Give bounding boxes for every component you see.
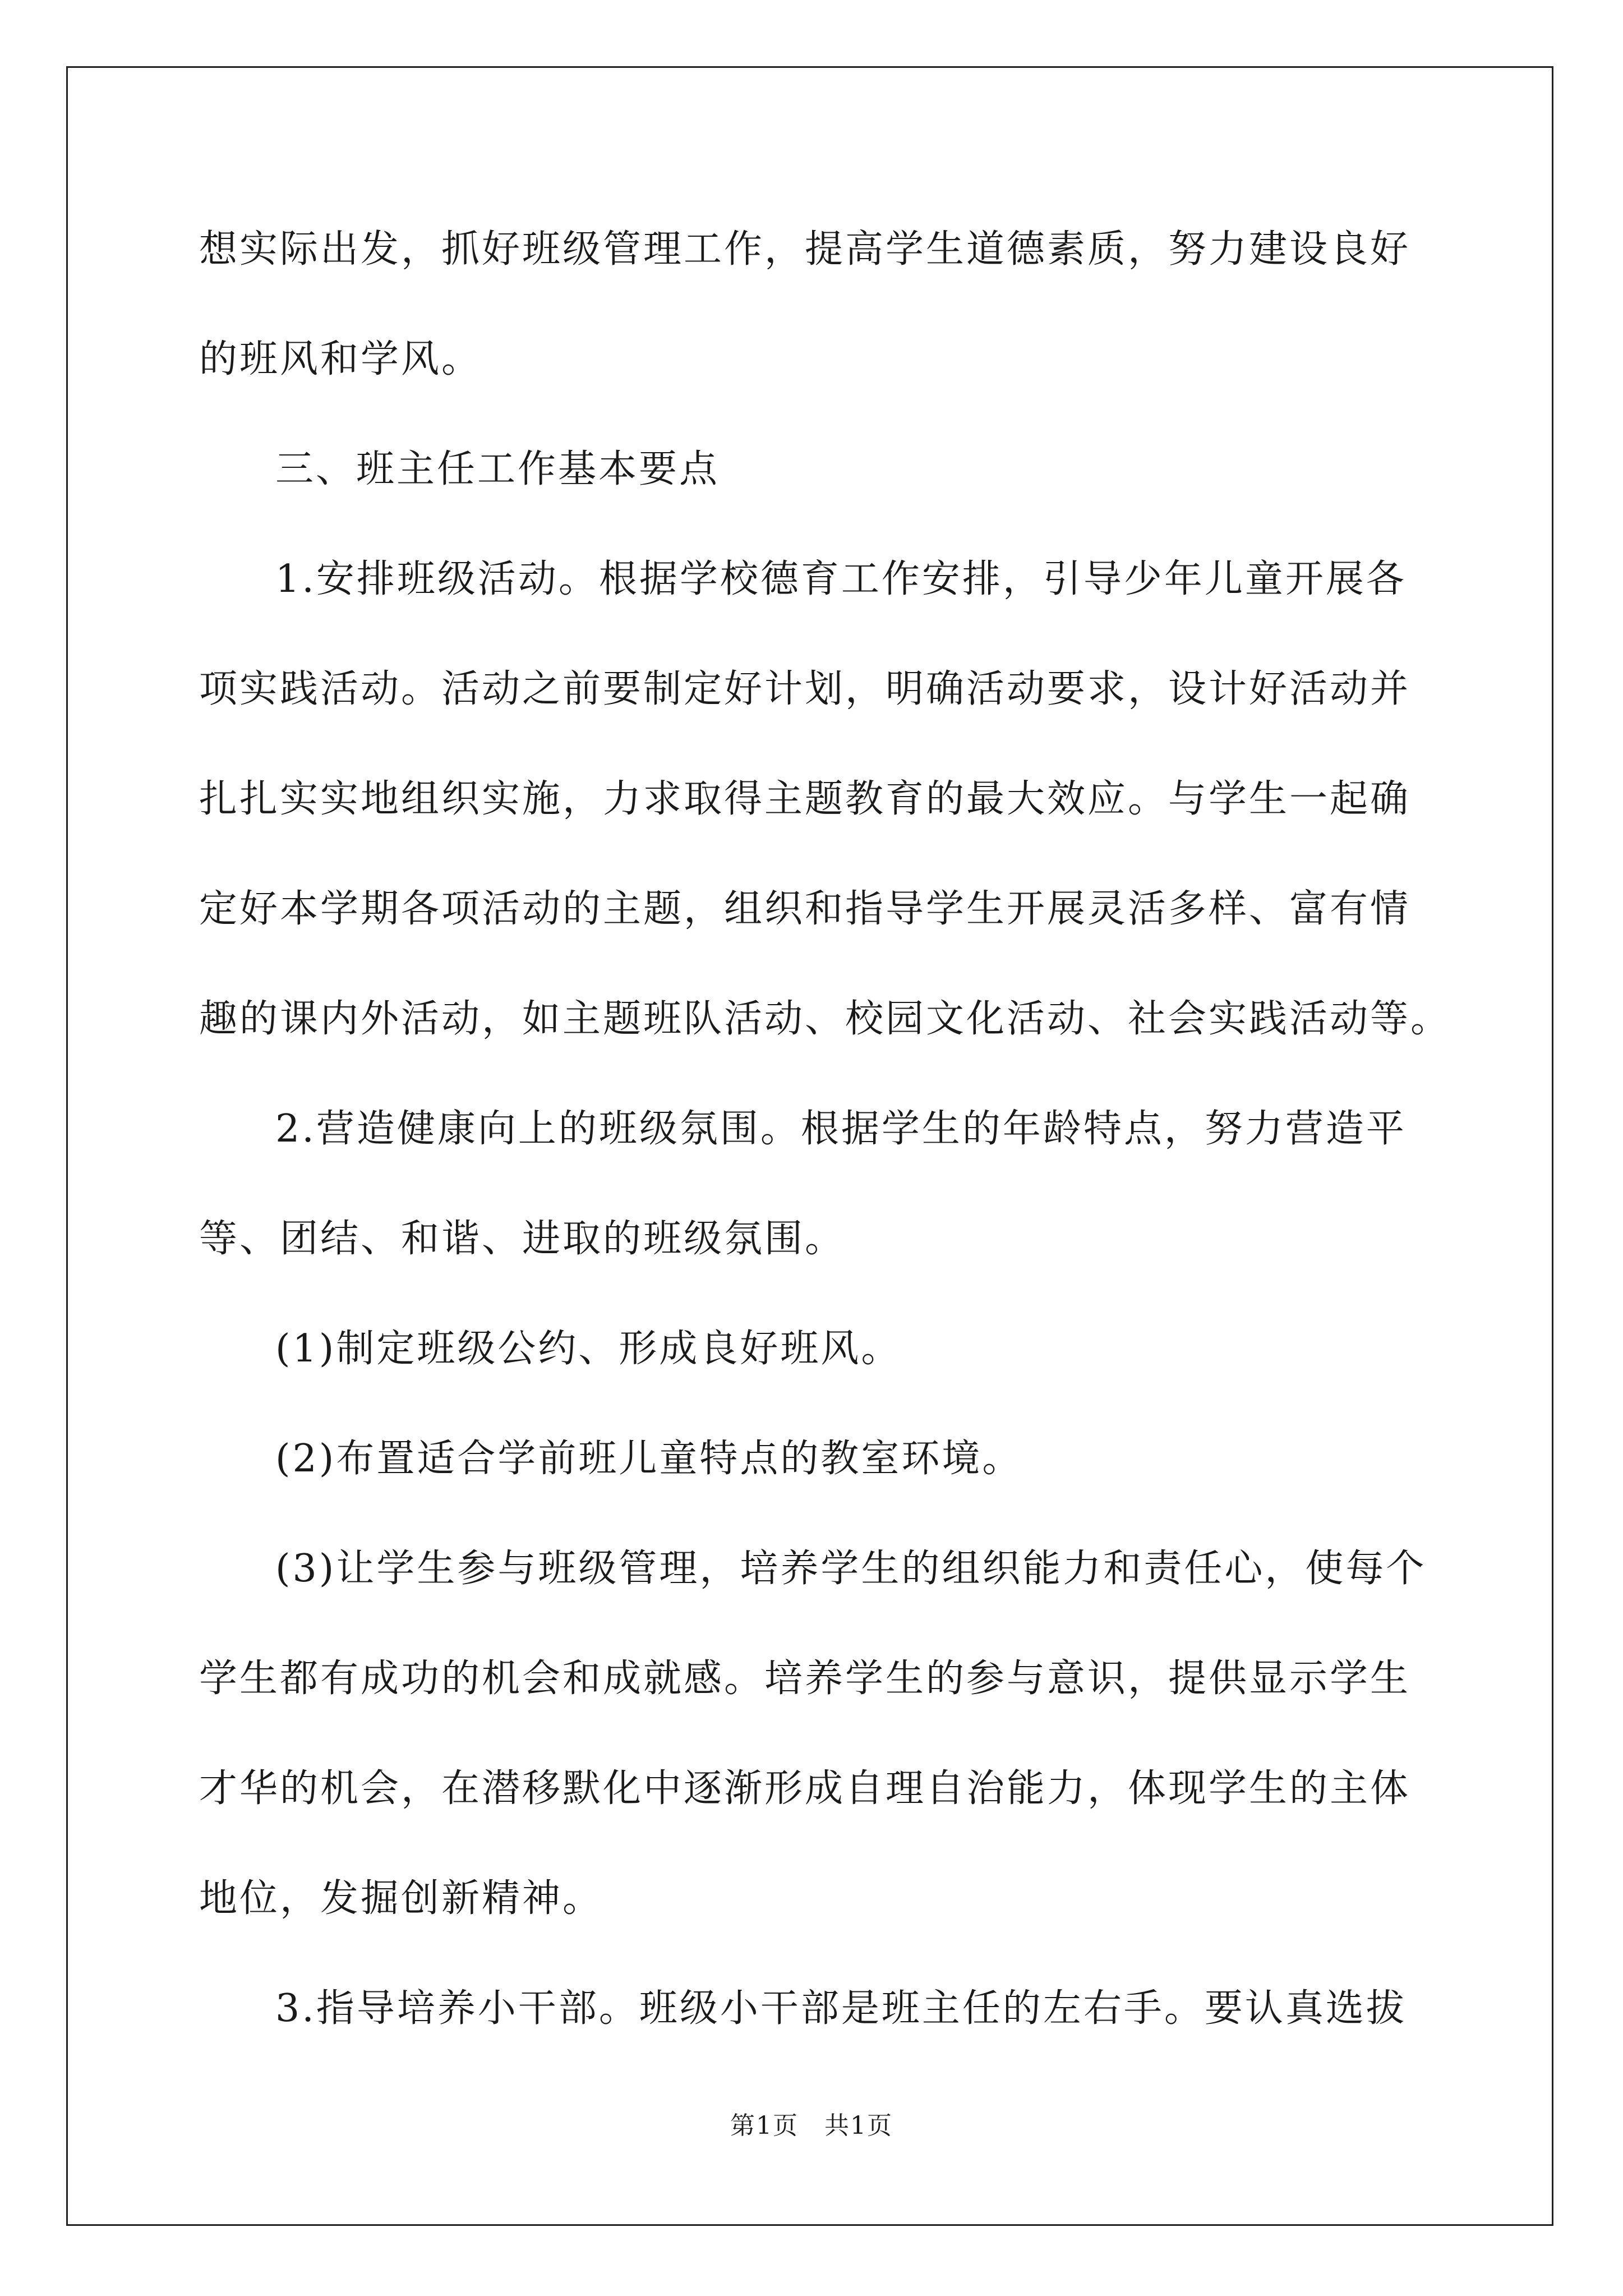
page-number: 第1页 共1页 <box>730 2111 893 2140</box>
text-line: (1)制定班级公约、形成良好班风。 <box>275 1327 902 1371</box>
text-line: 1.安排班级活动。根据学校德育工作安排，引导少年儿童开展各 <box>275 557 1407 601</box>
text-line: 趣的课内外活动，如主题班队活动、校园文化活动、社会实践活动等。 <box>199 997 1451 1041</box>
text-line: 地位，发掘创新精神。 <box>199 1876 603 1921</box>
text-line: 想实际出发，抓好班级管理工作，提高学生道德素质，努力建设良好 <box>199 227 1411 272</box>
text-line: (3)让学生参与班级管理，培养学生的组织能力和责任心，使每个 <box>275 1547 1427 1591</box>
section-heading: 三、班主任工作基本要点 <box>275 447 720 491</box>
text-line: (2)布置适合学前班儿童特点的教室环境。 <box>275 1437 1023 1481</box>
text-line: 才华的机会，在潜移默化中逐渐形成自理自治能力，体现学生的主体 <box>199 1766 1411 1811</box>
text-line: 等、团结、和谐、进取的班级氛围。 <box>199 1217 846 1261</box>
text-line: 学生都有成功的机会和成就感。培养学生的参与意识，提供显示学生 <box>199 1657 1411 1701</box>
text-line: 的班风和学风。 <box>199 337 482 381</box>
text-line: 3.指导培养小干部。班级小干部是班主任的左右手。要认真选拔 <box>275 1986 1407 2031</box>
text-line: 扎扎实实地组织实施，力求取得主题教育的最大效应。与学生一起确 <box>199 777 1411 821</box>
text-line: 项实践活动。活动之前要制定好计划，明确活动要求，设计好活动并 <box>199 667 1411 711</box>
text-line: 2.营造健康向上的班级氛围。根据学生的年龄特点，努力营造平 <box>275 1107 1407 1151</box>
text-line: 定好本学期各项活动的主题，组织和指导学生开展灵活多样、富有情 <box>199 887 1411 931</box>
